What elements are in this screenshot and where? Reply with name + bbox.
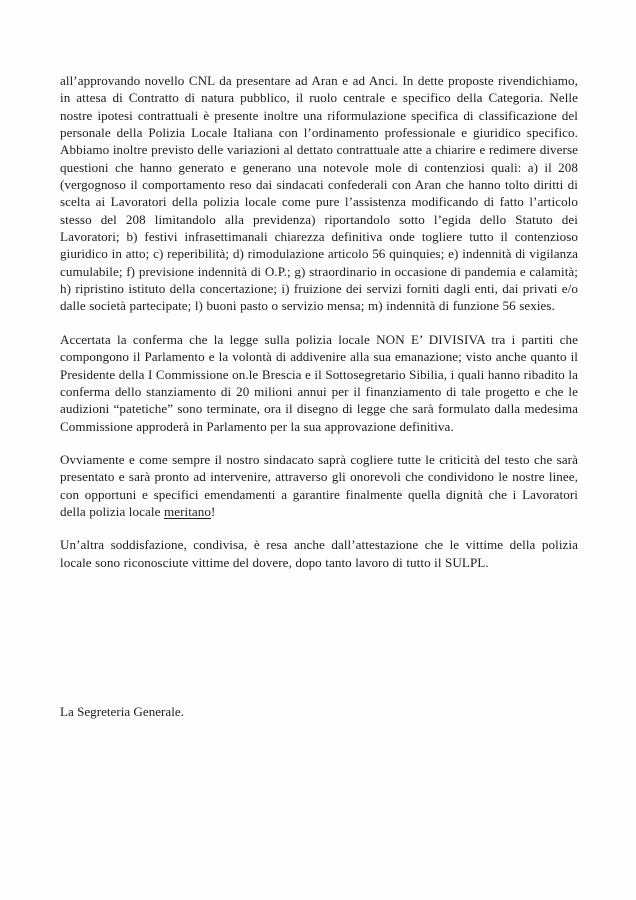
signature-block (60, 703, 578, 720)
paragraph-law-confirmation: Accertata la conferma che la legge sulla polizia locale NON E’ DIVISIVA tra i partiti che compongono il Parlamento e la volontà di addivenire alla sua emanazione; visto anche quanto il Presidente della I Commissione on.le Brescia e il Sottosegretario Sibilia, i quali hanno ribadito la conferma dello stanziamento di 20 milioni annui per il finanziamento di tale progetto e che le audizioni “patetiche” sono terminate, ora il disegno di legge che sarà formulato dalla medesima Commissione approderà in Parlamento per la sua approvazione definitiva. (60, 331, 578, 434)
emphasis-meritano: meritano (163, 503, 211, 519)
paragraph-contract-proposals: all’approvando novello CNL da presentare ad Aran e ad Anci. In dette proposte rivendichiamo, in attesa di Contratto di natura pubblico, il ruolo centrale e specifico della Categoria. Nelle nostre ipotesi contrattuali è presente inoltre una riformulazione specifica di classificazione del personale della Polizia Locale Italiana con l’ordinamento professionale e giuridico specifico. Abbiamo inoltre previsto delle variazioni al dettato contrattuale atte a chiarire e redimere diverse questioni che hanno generato e generano una notevole mole di contenziosi quali: a) il 208 (vergognoso il comportamento reso dai sindacati confederali con Aran che hanno tolto diritti di scelta ai Lavoratori della polizia locale come pure l’assistenza modificando di fatto l’articolo stesso del 208 limitandolo alla previdenza) riportandolo sotto l’egida dello Statuto dei Lavoratori; b) festivi infrasettimanali chiarezza definitiva onde togliere tutto il contenzioso giuridico in atto; c) reperibilità; d) rimodulazione articolo 56 quinquies; e) indennità di vigilanza cumulabile; f) previsione indennità di O.P.; g) straordinario in occasione di pandemia e calamità; h) ripristino istituto della concertazione; i) fruizione dei servizi forniti dagli enti, dai privati e/o dalle società partecipate; l) buoni pasto o servizio mensa; m) indennità di funzione 56 sexies. (60, 73, 578, 314)
paragraph-union-commitment (60, 451, 578, 520)
paragraph-union-commitment-lead: Ovviamente e come sempre il nostro sindacato saprà cogliere tutte le criticità del testo che sarà presentato e sarà pronto ad intervenire, attraverso gli onorevoli che condividono le nostre linee, con opportuni e specifici emendamenti a garantire finalmente quella dignità che i Lavoratori della polizia locale (60, 451, 578, 519)
paragraph-union-commitment-tail: ! (211, 503, 216, 519)
signature-line: La Segreteria Generale. (60, 704, 184, 719)
paragraph-victims-recognition: Un’altra soddisfazione, condivisa, è resa anche dall’attestazione che le vittime della polizia locale sono riconosciute vittime del dovere, dopo tanto lavoro di tutto il SULPL. (60, 537, 578, 570)
document-text-column (60, 72, 578, 571)
